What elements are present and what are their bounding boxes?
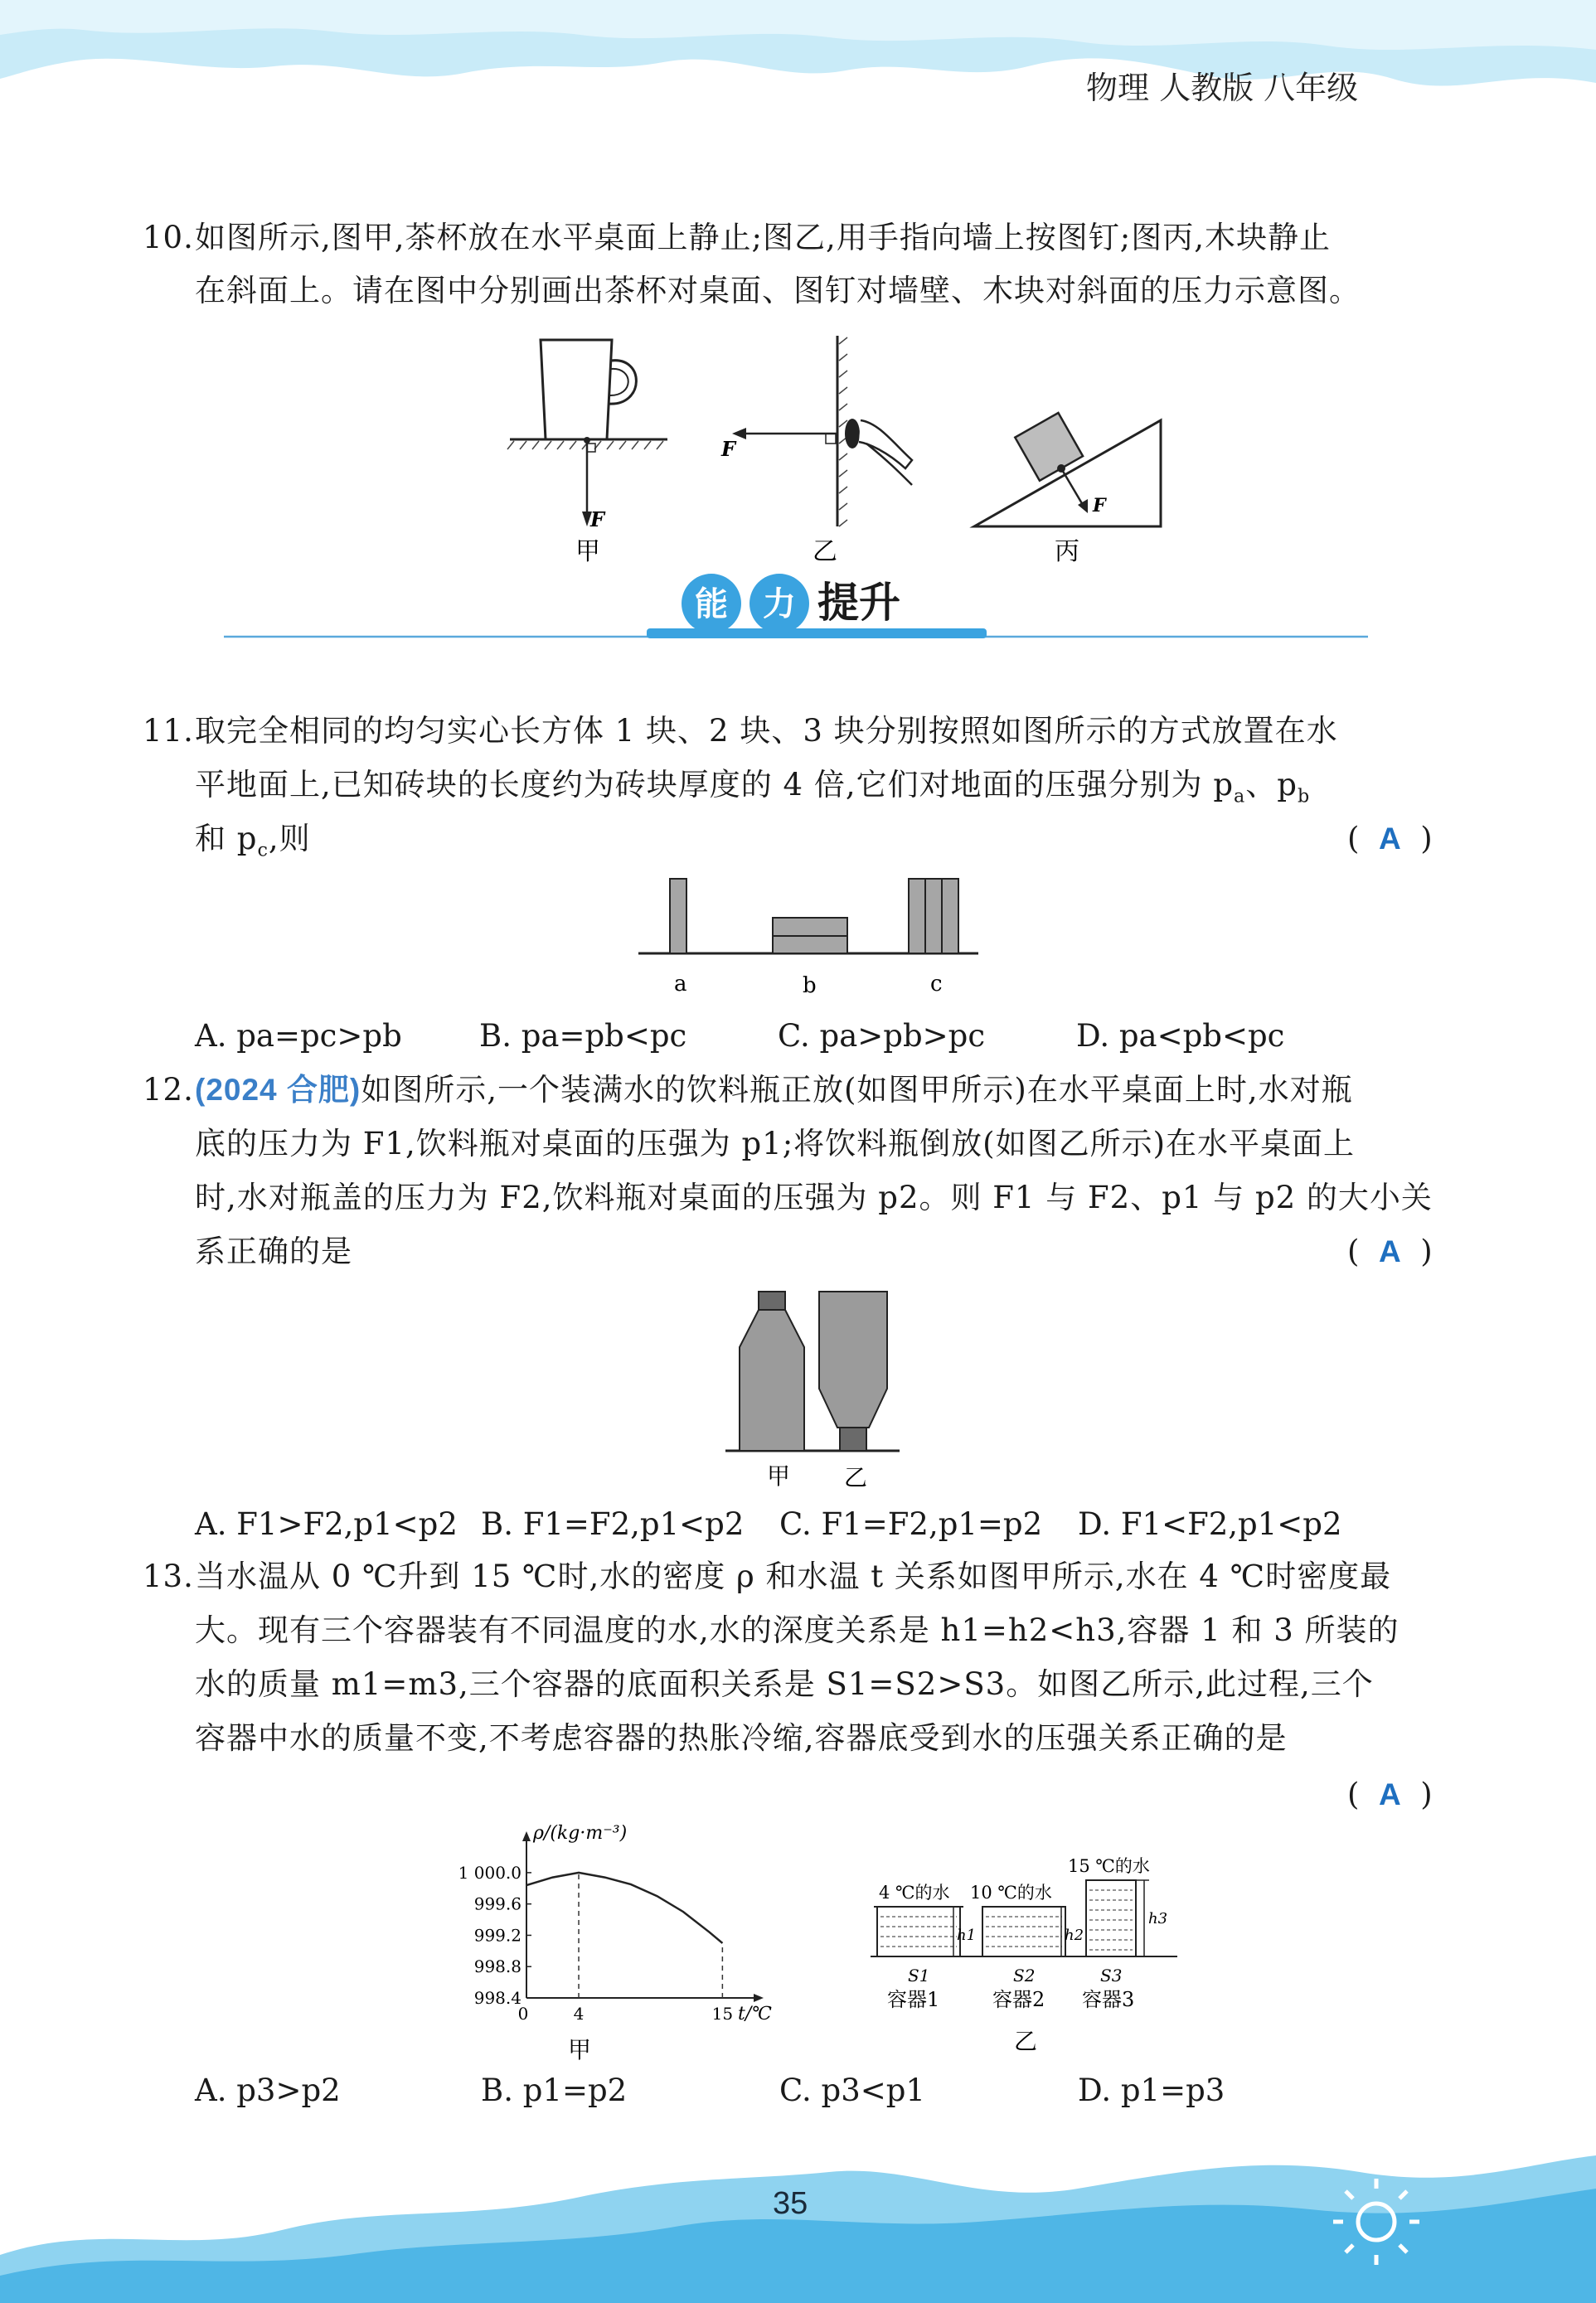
x-tick-label: 15 [711,2004,734,2024]
sun-icon-left [46,2168,112,2234]
q13-options [195,2073,1480,2114]
q10-line2: 在斜面上。请在图中分别画出茶杯对桌面、图钉对墙壁、木块对斜面的压力示意图。 [195,273,1361,308]
water-label-3: 15 ℃的水 [1068,1856,1150,1876]
q12-caption-a: 甲 [767,1462,791,1490]
containers-caption: 乙 [1014,2028,1038,2055]
section-heading [224,572,1368,647]
y-tick-label: 999.6 [473,1893,521,1914]
q10-force-label-a: F [590,507,605,531]
q11-answer-slot: ( A ) [1347,821,1433,856]
q12-answer-slot: ( A ) [1347,1234,1433,1269]
footer-band [0,2131,1596,2303]
q13-option-d[interactable]: D. p1=p3 [1078,2073,1225,2108]
water-label-2: 10 ℃的水 [970,1883,1052,1903]
y-tick-label: 998.4 [473,1988,521,2008]
q11-label-b: b [803,973,817,998]
x-axis-arrow [754,1994,764,2002]
q12-caption-b: 乙 [844,1464,868,1491]
q12-figure [721,1285,904,1492]
q10-number: 10. [143,220,194,255]
page-number: 35 [773,2186,808,2221]
q13-line2: 大。现有三个容器装有不同温度的水,水的深度关系是 h1=h2<h3,容器 1 和 3 所装的 [195,1612,1400,1648]
q11-options [195,1018,1480,1059]
q11-option-b[interactable]: B. pa=pb<pc [479,1018,687,1054]
q12-line4: 系正确的是 [195,1234,352,1269]
pin-wall-diagram [732,336,912,526]
y-tick-label: 998.8 [473,1956,521,1977]
q11-label-a: a [674,972,687,996]
q10-force-label-b: F [721,437,736,461]
header-subject: 物理 人教版 八年级 [1086,70,1359,106]
q12-options [195,1506,1480,1548]
q13-line1: 当水温从 0 ℃升到 15 ℃时,水的密度 ρ 和水温 t 关系如图甲所示,水在 4 ℃时密度最 [195,1559,1392,1594]
q12-option-b[interactable]: B. F1=F2,p1<p2 [481,1506,745,1542]
area-label-3: S3 [1100,1966,1123,1985]
q12-option-a[interactable]: A. F1>F2,p1<p2 [195,1506,458,1542]
q13-option-a[interactable]: A. p3>p2 [195,2073,341,2108]
chart-series-line [526,1873,722,1943]
section-label-b: 力 [763,585,796,623]
water-label-1: 4 ℃的水 [879,1883,950,1903]
q13-answer: A [1378,1777,1401,1811]
q10-line1: 如图所示,图甲,茶杯放在水平桌面上静止;图乙,用手指向墙上按图钉;图丙,木块静止 [195,220,1331,255]
container-name-1: 容器1 [887,1988,940,2011]
y-tick-label: 999.2 [473,1925,521,1946]
y-axis-arrow [522,1831,531,1841]
area-label-1: S1 [908,1966,930,1985]
chart-xlabel: t/℃ [738,2004,772,2024]
q11-option-a[interactable]: A. pa=pc>pb [195,1018,402,1054]
section-label-a: 能 [695,585,728,623]
q13-answer-slot: ( A ) [1347,1777,1433,1812]
x-tick-label: 0 [517,2004,529,2024]
incline-block-diagram [974,413,1161,526]
cup-diagram [507,340,667,526]
chart-caption: 甲 [568,2036,592,2063]
height-label-2: h2 [1065,1927,1084,1944]
q11-line3: 和 $p_c$,则 [195,821,311,861]
q10-force-label-c: F [1093,495,1106,516]
y-tick-label: 1 000.0 [458,1862,521,1883]
chart-ticks [458,1863,733,2024]
containers-figure [862,1824,1194,2064]
q10-caption-c: 丙 [1055,537,1079,566]
q11-line2: 平地面上,已知砖块的长度约为砖块厚度的 4 倍,它们对地面的压强分别为 $p_a$、$p_b$ [195,767,1311,807]
height-label-1: h1 [957,1927,977,1944]
q10-caption-a: 甲 [575,537,600,566]
q12-source: (2024 合肥) [195,1073,361,1107]
q12-number: 12. [143,1072,194,1108]
container-name-3: 容器3 [1082,1988,1135,2011]
density-chart [439,1824,788,2064]
q11-option-c[interactable]: C. pa>pb>pc [778,1018,986,1054]
area-label-2: S2 [1013,1966,1036,1985]
chart-ylabel: ρ/(kg·m⁻³) [533,1824,628,1844]
q12-option-c[interactable]: C. F1=F2,p1=p2 [779,1506,1043,1542]
q11-answer: A [1378,822,1401,856]
q12-line1: (2024 合肥)如图所示,一个装满水的饮料瓶正放(如图甲所示)在水平桌面上时,水对瓶 [195,1072,1353,1108]
q13-line3: 水的质量 m1=m3,三个容器的底面积关系是 S1=S2>S3。如图乙所示,此过程,三个 [195,1666,1374,1702]
q13-number: 13. [143,1559,194,1594]
q12-line3: 时,水对瓶盖的压力为 F2,饮料瓶对桌面的压强为 p2。则 F1 与 F2、p1 与 p2 的大小关 [195,1180,1433,1215]
q13-line4: 容器中水的质量不变,不考虑容器的热胀冷缩,容器底受到水的压强关系正确的是 [195,1720,1288,1756]
q11-label-c: c [930,972,943,996]
q10-caption-b: 乙 [813,537,837,566]
q11-figure [630,866,987,1007]
q10-figure [497,327,1169,576]
container-name-2: 容器2 [992,1988,1045,2011]
x-tick-label: 4 [573,2004,585,2024]
q12-line2: 底的压力为 F1,饮料瓶对桌面的压强为 p1;将饮料瓶倒放(如图乙所示)在水平桌面上 [195,1126,1356,1161]
q11-number: 11. [143,713,194,749]
q12-answer: A [1378,1234,1401,1268]
q11-option-d[interactable]: D. pa<pb<pc [1076,1018,1285,1054]
height-label-3: h3 [1148,1910,1168,1927]
q13-option-c[interactable]: C. p3<p1 [779,2073,925,2108]
chart-axes [522,1831,764,2002]
q11-line1: 取完全相同的均匀实心长方体 1 块、2 块、3 块分别按照如图所示的方式放置在水 [195,713,1338,749]
q12-option-d[interactable]: D. F1<F2,p1<p2 [1078,1506,1342,1542]
section-label-c: 提升 [817,579,900,627]
q13-option-b[interactable]: B. p1=p2 [481,2073,628,2108]
